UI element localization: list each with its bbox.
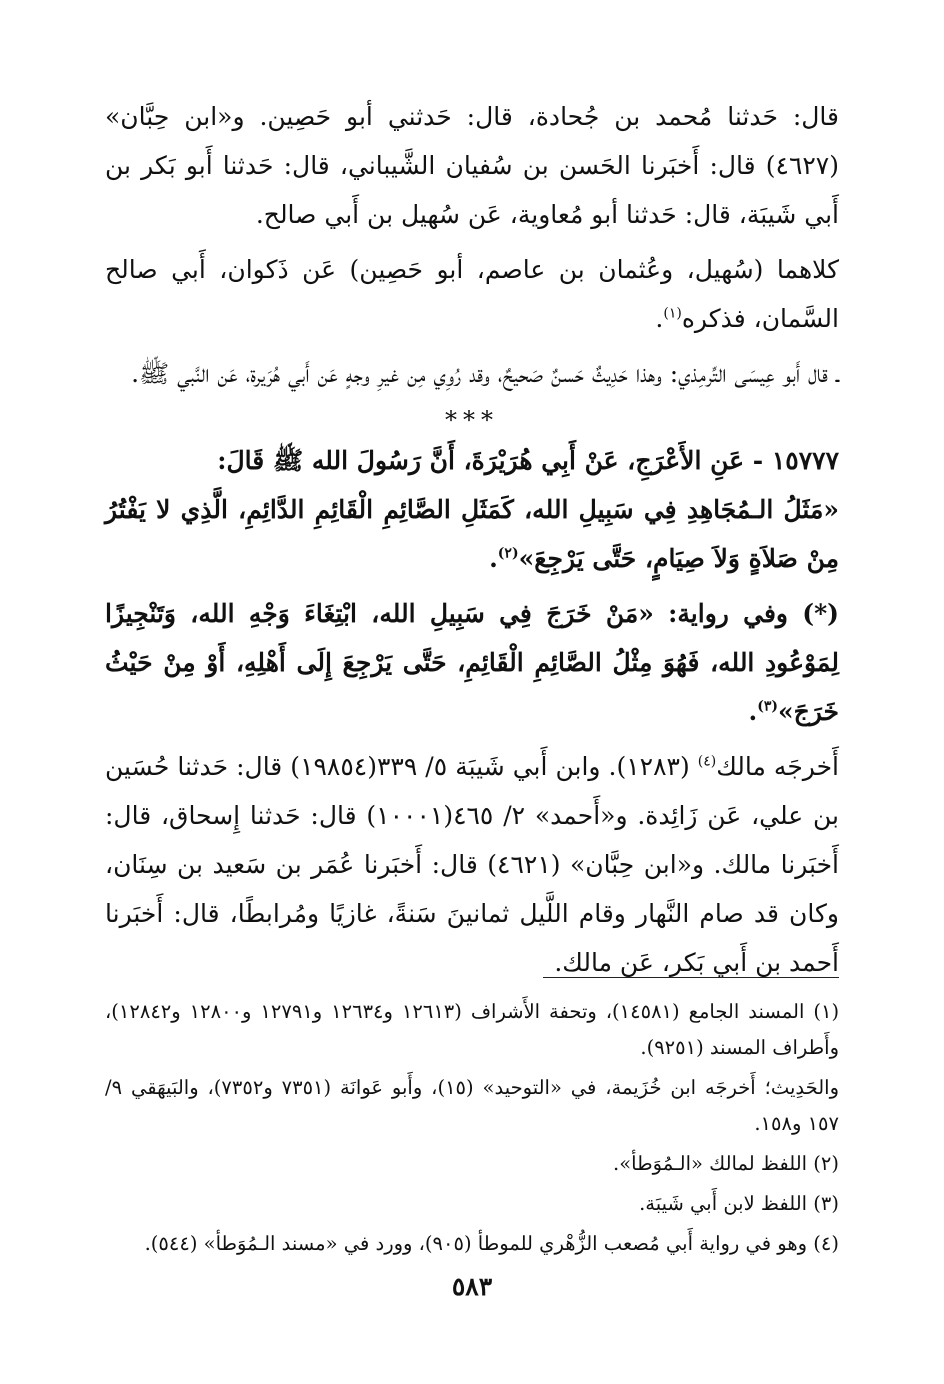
paragraph-isnad-2 (105, 245, 839, 343)
section-separator: *** (445, 406, 499, 434)
footnotes (105, 994, 839, 1262)
hadith-riwaya-text: (*) وفي رواية: «مَنْ خَرَجَ فِي سَبِيلِ الله، ابْتِغَاءَ وَجْهِ الله، وَتَنْجِيزًا لِمَوْعُودِ الله، فَهُوَ مِثْلُ الصَّائِمِ الْقَائِمِ، حَتَّى يَرْجِعَ إِلَى أَهْلِهِ، أَوْ مِنْ حَيْثُ خَرَجَ» (105, 599, 839, 726)
paragraph-tirmidhi: ـ قال أَبو عِيسَى التِّرمِذي: وهذا حَدِيثٌ حَسنٌ صَحيحٌ، وقد رُوِي مِن غيرِ وجهٍ عَن أَبي هُرَيرة، عَن النَّبي ﷺ. (131, 359, 839, 388)
footnote-ref-2[interactable]: (٢) (497, 545, 519, 562)
hadith-number-heading: ١٥٧٧٧ - عَنِ الأَعْرَجِ، عَنْ أَبِي هُرَيْرَةَ، أَنَّ رَسُولَ الله ﷺ قَالَ: (217, 446, 839, 475)
hadith-matn-end: . (489, 544, 498, 573)
paragraph-takhrij-start: أَخرجَه مالك (716, 752, 839, 781)
footnote-ref-4[interactable]: (٤) (697, 753, 717, 770)
footnote-ref-3[interactable]: (٣) (757, 698, 778, 715)
hadith-matn (105, 485, 839, 583)
paragraph-isnad-2-text: كلاهما (سُهيل، وعُثمان بن عاصم، أبو حَصِين) عَن ذَكوان، أَبي صالح السَّمان، فذكره (105, 255, 839, 333)
footnote-3: (٣) اللفظ لابن أَبي شَيبَة. (639, 1192, 839, 1215)
footnote-2: (٢) اللفظ لمالك «الـمُوَطأ». (613, 1152, 839, 1175)
hadith-riwaya (105, 589, 839, 736)
paragraph-takhrij-rest: (١٢٨٣). وابن أَبي شَيبَة ٥/ ٣٣٩(١٩٨٥٤) قال: حَدثنا حُسَين بن علي، عَن زَائِدة. و«أَحمد» ٢/ ٤٦٥(١٠٠٠١) قال: حَدثنا إِسحاق، قال: أَخبَرنا مالك. و«ابن حِبَّان» (٤٦٢١) قال: أَخبَرنا عُمَر بن سَعيد بن سِنَان، وكان قد صام النَّهار وقام اللَّيل ثمانينَ سَنةً، غازيًا ومُرابطًا، قال: أَخبَرنا أَحمد بن أَبي بَكر، عَن مالك. (105, 752, 839, 977)
footnote-ref-1[interactable]: (١) (663, 305, 682, 322)
paragraph-takhrij (105, 742, 839, 987)
paragraph-isnad-1: قال: حَدثنا مُحمد بن جُحادة، قال: حَدثني أبو حَصِين. و«ابن حِبَّان» (٤٦٢٧) قال: أَخبَرنا الحَسن بن سُفيان الشَّيباني، قال: حَدثنا أَبو بَكر بن أَبي شَيبَة، قال: حَدثنا أبو مُعاوية، عَن سُهيل بن أَبي صالح. (105, 102, 839, 229)
footnote-divider (543, 977, 839, 978)
main-text (105, 92, 839, 987)
hadith-riwaya-end: . (748, 697, 758, 726)
footnote-1: (١) المسند الجامع (١٤٥٨١)، وتحفة الأَشراف (١٢٦١٣ و١٢٦٣٤ و١٢٧٩١ و١٢٨٠٠ و١٢٨٤٢)، وأَطراف المسند (٩٢٥١). (105, 1000, 840, 1059)
hadith-matn-text: «مَثَلُ الـمُجَاهِدِ فِي سَبِيلِ الله، كَمَثَلِ الصَّائِمِ الْقَائِمِ الدَّائِمِ، الَّذِي لا يَفْتُرُ مِنْ صَلاَةٍ وَلاَ صِيَامٍ، حَتَّى يَرْجِعَ» (105, 495, 839, 573)
page-number: ٥٨٣ (451, 1272, 493, 1301)
footnote-1-continuation: والحَدِيث؛ أَخرجَه ابن خُزَيمة، في «التوحيد» (١٥)، وأَبو عَوانَة (٧٣٥١ و٧٣٥٢)، والبَيهَقي ٩/ ١٥٧ و١٥٨. (105, 1076, 839, 1135)
footnote-4: (٤) وهو في رواية أَبي مُصعب الزُّهْري للموطأ (٩٠٥)، وورد في «مسند الـمُوَطأ» (٥٤٤). (144, 1232, 839, 1255)
paragraph-isnad-2-end: . (655, 304, 664, 333)
